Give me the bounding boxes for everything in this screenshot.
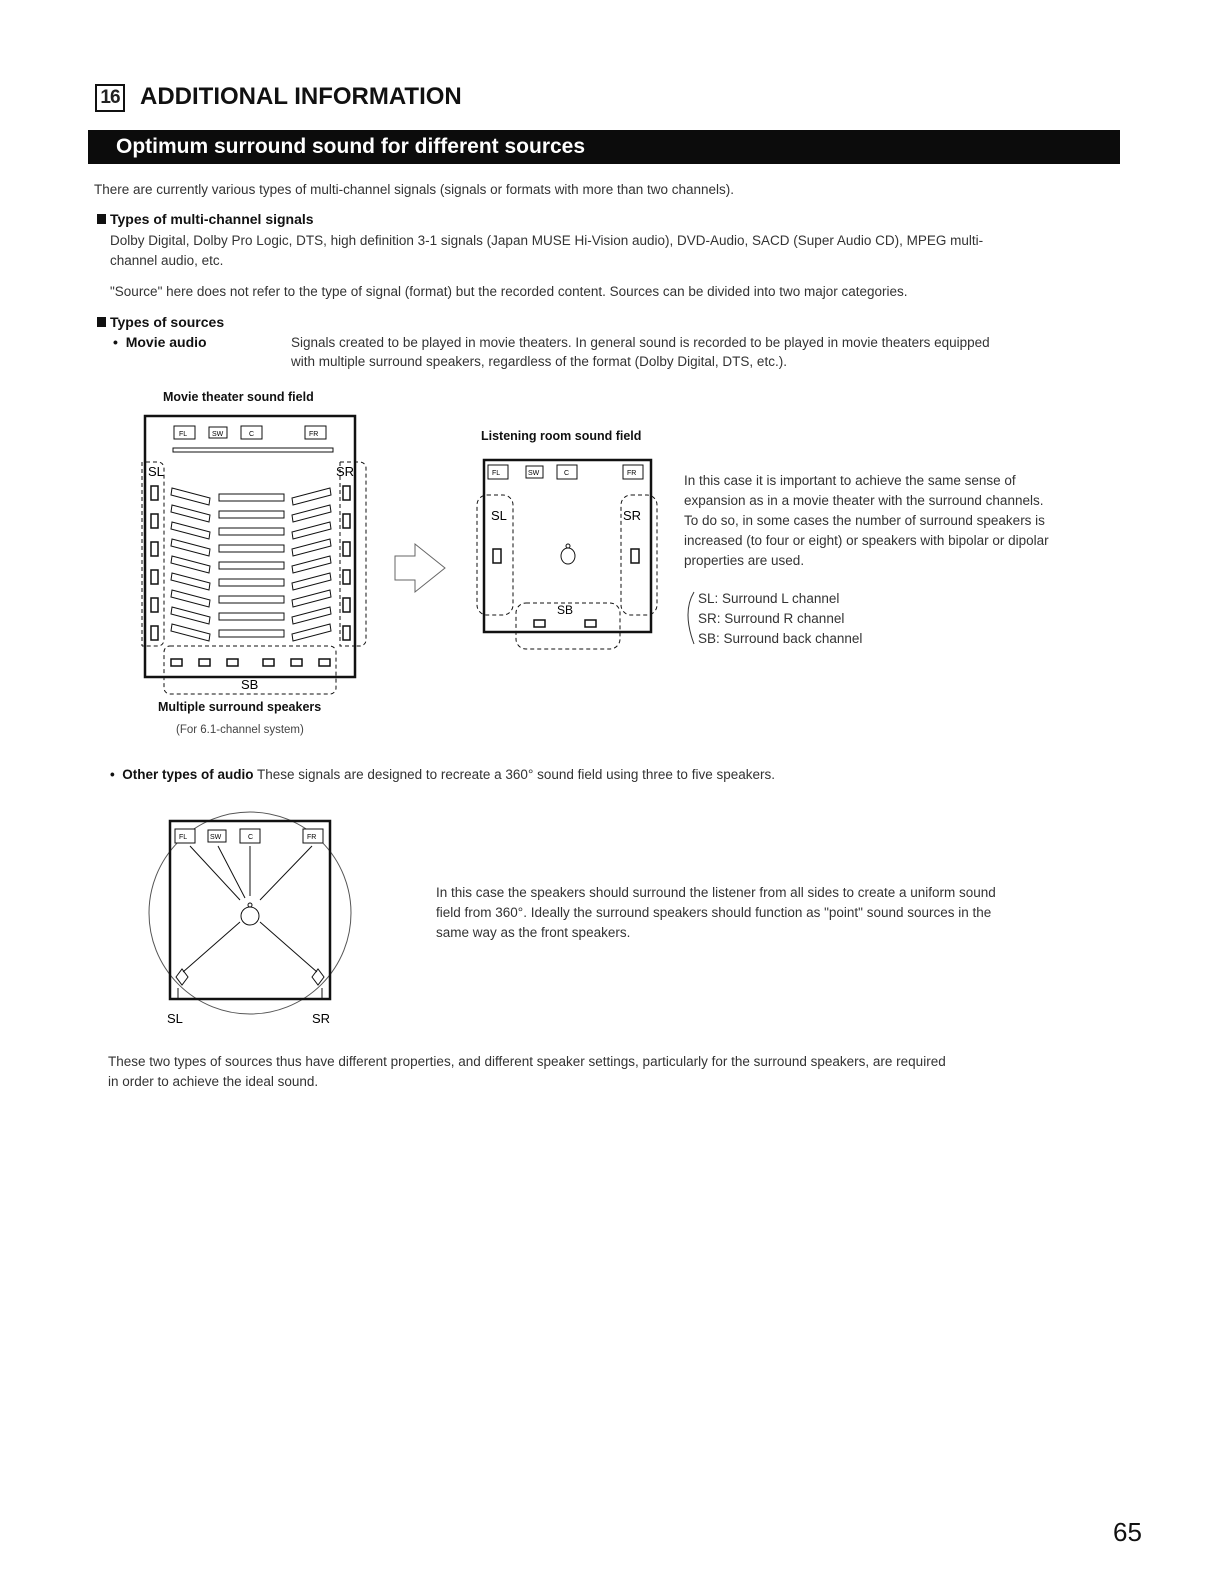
surround-speaker [151, 626, 158, 640]
surround-speaker [151, 514, 158, 528]
page-number: 65 [1113, 1517, 1142, 1547]
legend-sb: SB: Surround back channel [698, 631, 863, 646]
banner-title: Optimum surround sound for different sources [116, 135, 586, 158]
intro-text: There are currently various types of multi-channel signals (signals or formats with more than two channels). [94, 182, 735, 197]
seat-row [219, 562, 284, 569]
seat-row [292, 607, 331, 624]
signals-heading-text: Types of multi-channel signals [110, 211, 314, 227]
room-diagram [477, 460, 657, 649]
legend-bracket [688, 592, 694, 644]
room-caption: Listening room sound field [481, 429, 642, 443]
movie-text-2: with multiple surround speakers, regardless of the format (Dolby Digital, DTS, etc.). [291, 354, 787, 369]
back-speaker [263, 659, 274, 666]
seat-row [292, 573, 331, 590]
c-label: C [248, 834, 254, 841]
seat-row [292, 539, 331, 556]
sw-label: SW [210, 834, 222, 841]
other-line: field from 360°. Ideally the surround speakers should function as "point" sound sources in the [436, 905, 992, 920]
signals-text-1: Dolby Digital, Dolby Pro Logic, DTS, high definition 3-1 signals (Japan MUSE Hi-Vision audio), DVD-Audio, SACD (Super Audio CD), MPEG multi- [110, 233, 984, 248]
back-speaker [171, 659, 182, 666]
signals-text-2: channel audio, etc. [110, 253, 224, 268]
surround-speaker [151, 570, 158, 584]
surround-speaker [151, 486, 158, 500]
seat-row [219, 511, 284, 518]
fr-label: FR [309, 431, 319, 438]
surround-speaker [151, 598, 158, 612]
seat-row [292, 624, 331, 641]
room-line: In this case it is important to achieve the same sense of [684, 473, 1016, 488]
room-line: increased (to four or eight) or speakers with bipolar or dipolar [684, 533, 1049, 548]
surround-speaker [343, 570, 350, 584]
seat-row [219, 545, 284, 552]
seat-row [219, 596, 284, 603]
seat-row [171, 624, 210, 641]
seat-row [292, 505, 331, 522]
fl-label: FL [492, 470, 501, 477]
seat-row [292, 590, 331, 607]
surround-speaker [343, 514, 350, 528]
legend-sr: SR: Surround R channel [698, 611, 845, 626]
source-text: "Source" here does not refer to the type of signal (format) but the recorded content. Sources can be divided into two major categories. [110, 284, 908, 299]
seat-row [171, 607, 210, 624]
back-speaker [319, 659, 330, 666]
other-label: Other types of audio [122, 767, 254, 782]
seat-row [171, 539, 210, 556]
seat-row [292, 556, 331, 573]
other-paragraph [436, 883, 996, 943]
seat-row [171, 556, 210, 573]
seat-row [219, 528, 284, 535]
conclusion-1: These two types of sources thus have different properties, and different speaker settings, particularly for the surround speakers, are required [108, 1054, 946, 1069]
other-line: same way as the front speakers. [436, 925, 631, 940]
room-sb-label: SB [557, 603, 574, 617]
sources-heading-text: Types of sources [110, 314, 225, 330]
seat-row [219, 494, 284, 501]
room-line: expansion as in a movie theater with the surround channels. [684, 493, 1044, 508]
surround-speaker [343, 542, 350, 556]
surround-speaker [151, 542, 158, 556]
multi-caption: Multiple surround speakers [158, 700, 322, 714]
room-paragraph [684, 471, 1120, 571]
theater-sr-label: SR [336, 464, 355, 479]
fl-label: FL [179, 834, 188, 841]
seat-row [171, 573, 210, 590]
room-sl-label: SL [491, 508, 507, 523]
other-text: These signals are designed to recreate a 360° sound field using three to five speakers. [257, 767, 775, 782]
sw-label: SW [212, 431, 224, 438]
back-speaker [291, 659, 302, 666]
room-line: properties are used. [684, 553, 805, 568]
fr-label: FR [307, 834, 317, 841]
theater-caption: Movie theater sound field [163, 390, 314, 404]
other-sl-label: SL [167, 1011, 183, 1026]
seat-row [171, 522, 210, 539]
fr-label: FR [627, 470, 637, 477]
seat-row [219, 630, 284, 637]
seat-row [292, 522, 331, 539]
movie-label: • Movie audio [113, 334, 207, 350]
fl-label: FL [179, 431, 188, 438]
surround-speaker [343, 486, 350, 500]
c-label: C [564, 470, 570, 477]
back-speaker [199, 659, 210, 666]
seat-row [171, 590, 210, 607]
seat-row [171, 488, 210, 505]
section-number: 16 [95, 84, 125, 112]
other-line: In this case the speakers should surround the listener from all sides to create a uniform sound [436, 885, 996, 900]
seat-row [292, 488, 331, 505]
channel-legend [698, 589, 862, 649]
c-label: C [249, 431, 255, 438]
movie-label-text: Movie audio [125, 334, 207, 350]
surround-speaker [343, 598, 350, 612]
theater-sl-label: SL [148, 464, 164, 479]
seat-row [219, 579, 284, 586]
conclusion-2: in order to achieve the ideal sound. [108, 1074, 319, 1089]
other-sr-label: SR [312, 1011, 331, 1026]
surround-speaker [343, 626, 350, 640]
multi-subcaption: (For 6.1-channel system) [176, 724, 304, 736]
room-sr-label: SR [623, 508, 642, 523]
back-speaker [227, 659, 238, 666]
room-line: To do so, in some cases the number of surround speakers is [684, 513, 1045, 528]
other-diagram [149, 812, 351, 1014]
movie-text-1: Signals created to be played in movie theaters. In general sound is recorded to be played in movie theaters equipped [291, 335, 990, 350]
seat-row [171, 505, 210, 522]
theater-diagram [142, 416, 445, 694]
section-title: ADDITIONAL INFORMATION [140, 83, 462, 110]
theater-front-labels [179, 431, 318, 438]
sw-label: SW [528, 470, 540, 477]
legend-sl: SL: Surround L channel [698, 591, 840, 606]
seat-row [219, 613, 284, 620]
theater-sb-label: SB [241, 677, 259, 692]
other-audio-line: • Other types of audio These signals are designed to recreate a 360° sound field using three to five speakers. [110, 767, 775, 782]
